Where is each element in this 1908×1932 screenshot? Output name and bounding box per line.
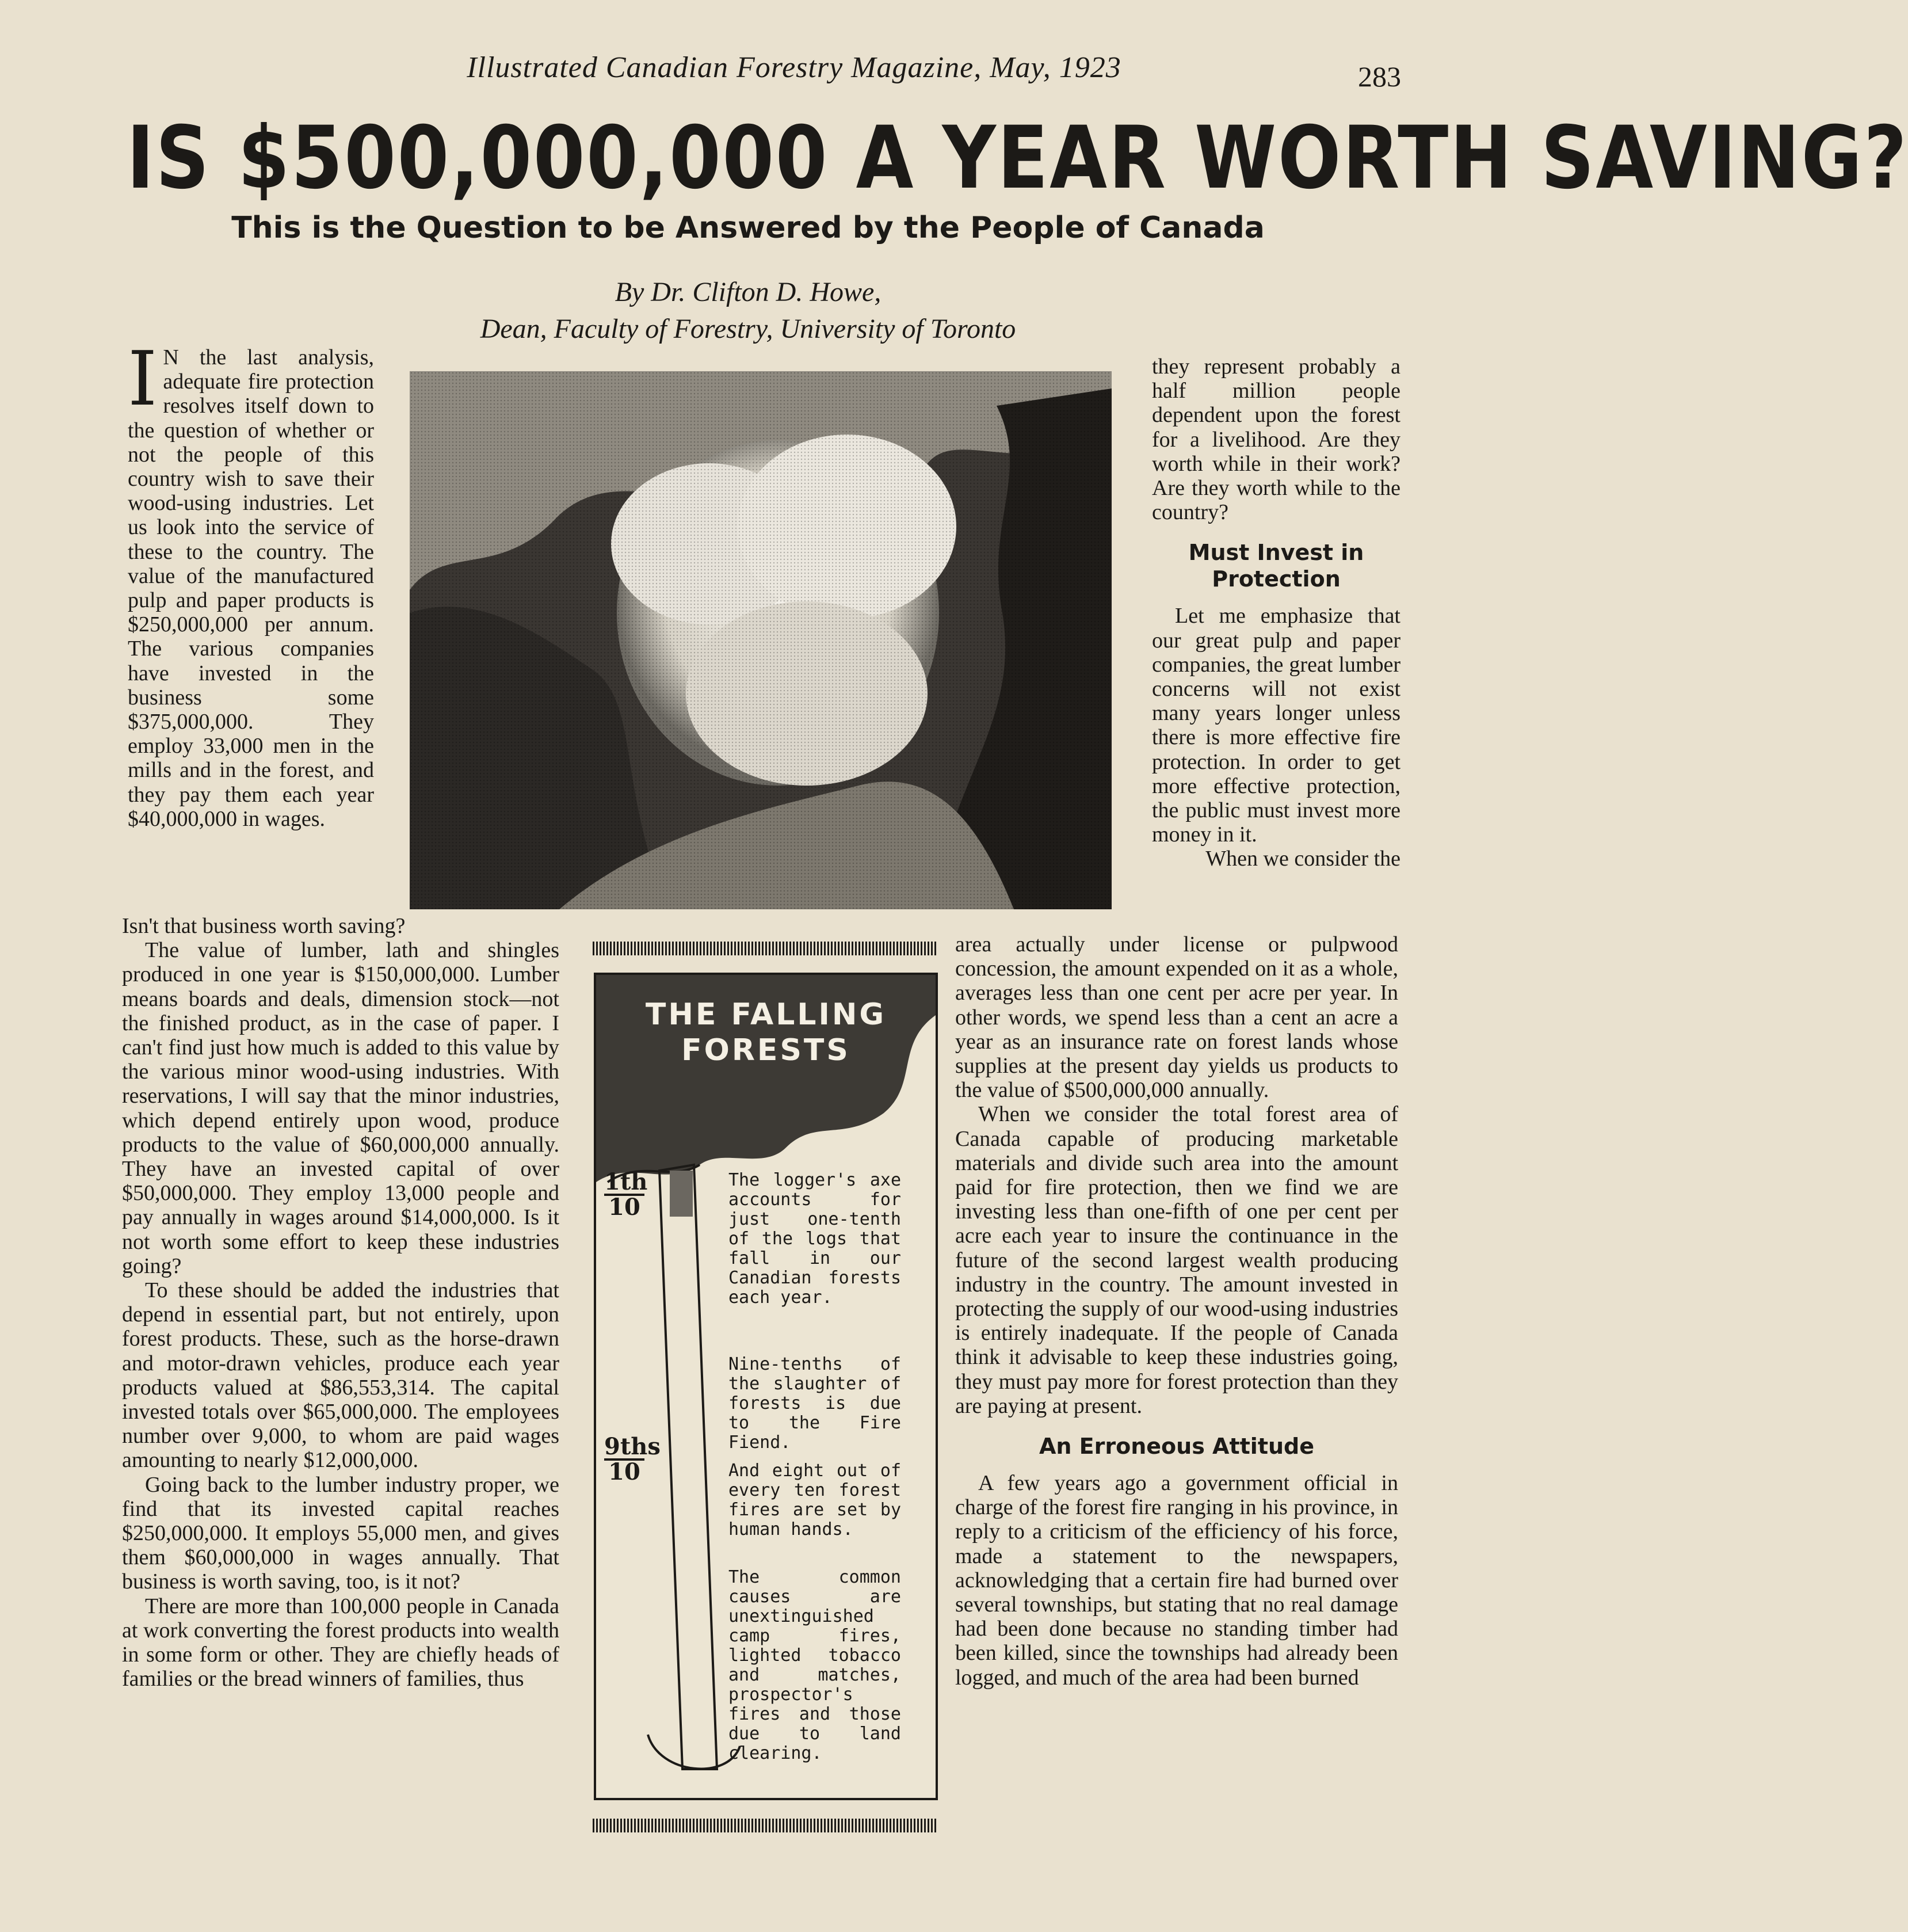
- fraction-numerator: 9ths: [604, 1433, 661, 1460]
- falling-forests-insert: [594, 973, 938, 1800]
- byline-author: By Dr. Clifton D. Howe,: [615, 277, 882, 307]
- paragraph: Isn't that business worth saving?: [122, 914, 406, 938]
- fraction-denominator: 10: [604, 1458, 644, 1484]
- fraction-denominator: 10: [604, 1194, 644, 1219]
- article-subtitle: This is the Question to be Answered by the People of Canada: [231, 211, 1265, 245]
- insert-heading: [631, 997, 901, 1068]
- paragraph: N the last analysis, adequate fire protection resolves itself down to the question of whether or not the people of this country wish to save their wood-using industries. Let us look into the service of these to the country. The value of the manufactured pulp and paper products is $250,000,000 per annum. The various companies have invested in the business some $375,000,000. They employ 33,000 men in the mills and in the forest, and they pay them each year $40,000,000 in wages.: [128, 345, 374, 831]
- paragraph: To these should be added the industries that depend in essential part, but not entirely, upon forest products. These, such as the horse-drawn and motor-drawn vehicles, produce each year products valued at $86,553,314. The capital invested totals over $65,000,000. The employees number over 9,000, to whom are paid wages amounting to nearly $12,000,000.: [122, 1278, 559, 1473]
- subheading-erroneous-attitude: An Erroneous Attitude: [1039, 1434, 1315, 1460]
- insert-text-fire-fiend: Nine-tenths of the slaughter of forests is due to the Fire Fiend.: [728, 1354, 901, 1453]
- running-header: Illustrated Canadian Forestry Magazine, May, 1923: [467, 51, 1121, 84]
- fraction-nine-tenths: [604, 1433, 661, 1485]
- insert-text-common-causes: The common causes are unextinguished camp fires, lighted tobacco and matches, prospector's fires and those due to land clearing.: [728, 1567, 901, 1763]
- drop-cap: I: [128, 335, 158, 422]
- insert-text-human-hands: And eight out of every ten forest fires are set by human hands.: [728, 1461, 901, 1539]
- decorative-rule-top: [593, 942, 938, 955]
- fraction-numerator: 1th: [604, 1168, 648, 1195]
- right-column-bottom: [955, 932, 1398, 1690]
- right-column-top: [1152, 355, 1401, 871]
- insert-heading-line2: FORESTS: [681, 1033, 850, 1068]
- paragraph: There are more than 100,000 people in Canada at work converting the forest products into wealth in some form or other. They are chiefly heads of families or the bread winners of families, thus: [122, 1594, 559, 1691]
- paragraph: Let me emphasize that our great pulp and paper companies, the great lumber concerns will not exist many years longer unless there is more effective fire protection. In order to get more effective protection, the public must invest more money in it.: [1152, 604, 1401, 847]
- paragraph: The value of lumber, lath and shingles produced in one year is $150,000,000. Lumber means boards and deals, dimension stock—not the finished product, as in the case of paper. I can't find just how much is added to this value by the various minor wood-using industries. With reservations, I will say that the minor industries, which depend entirely upon wood, produce products to the value of $60,000,000 annually. They have an invested capital of over $50,000,000. They employ 13,000 people and pay annually in wages around $14,000,000. Is it not worth some effort to keep these industries going?: [122, 938, 559, 1278]
- paragraph: When we consider the total forest area of Canada capable of producing marketable materials and divide such area into the amount paid for fire protection, then we find we are investing less than one-fifth of one per cent per acre each year to insure the continuance in the future of the second largest wealth producing industry in the country. The amount invested in protecting the supply of our wood-using industries is entirely inadequate. If the people of Canada think it advisable to keep these industries going, they must pay more for forest protection than they are paying at present.: [955, 1102, 1398, 1418]
- paragraph: area actually under license or pulpwood concession, the amount expended on it as a whole, averages less than one cent per acre per year. In other words, we spend less than a cent an acre a year as an insurance rate on forest lands whose supplies at the present day yields us products to the value of $500,000,000 annually.: [955, 932, 1398, 1103]
- forest-fire-photo: [410, 371, 1112, 909]
- forest-fire-image: [410, 371, 1112, 909]
- page-number: 283: [1358, 60, 1401, 93]
- insert-heading-line1: THE FALLING: [645, 997, 887, 1032]
- paragraph: they represent probably a half million people dependent upon the forest for a livelihood. Are they worth while in their work? Are they worth while to the country?: [1152, 355, 1401, 525]
- left-column-bottom: [122, 914, 559, 1691]
- byline: [345, 274, 1151, 348]
- byline-affiliation: Dean, Faculty of Forestry, University of Toronto: [480, 314, 1016, 344]
- insert-text-logger: The logger's axe accounts for just one-tenth of the logs that fall in our Canadian forests each year.: [728, 1170, 901, 1308]
- paragraph: Going back to the lumber industry proper, we find that its invested capital reaches $250,000,000. It employs 55,000 men, and gives them $60,000,000 in wages annually. That business is worth saving, too, is it not?: [122, 1472, 559, 1594]
- left-column-top: [128, 335, 374, 831]
- paragraph: A few years ago a government official in charge of the forest fire ranging in his province, in reply to a criticism of the efficiency of his force, made a statement to the newspapers, acknowledging that a certain fire had burned over several townships, but stating that no real damage had been done because no standing timber had been killed, since the townships had already been logged, and much of the area had been burned: [955, 1471, 1398, 1690]
- paragraph-start: When we consider the: [1205, 847, 1401, 871]
- decorative-rule-bottom: [593, 1819, 938, 1832]
- article-title: IS $500,000,000 A YEAR WORTH SAVING?: [127, 108, 1908, 208]
- subheading-must-invest: Must Invest in Protection: [1188, 540, 1364, 592]
- fraction-one-tenth: [604, 1168, 648, 1221]
